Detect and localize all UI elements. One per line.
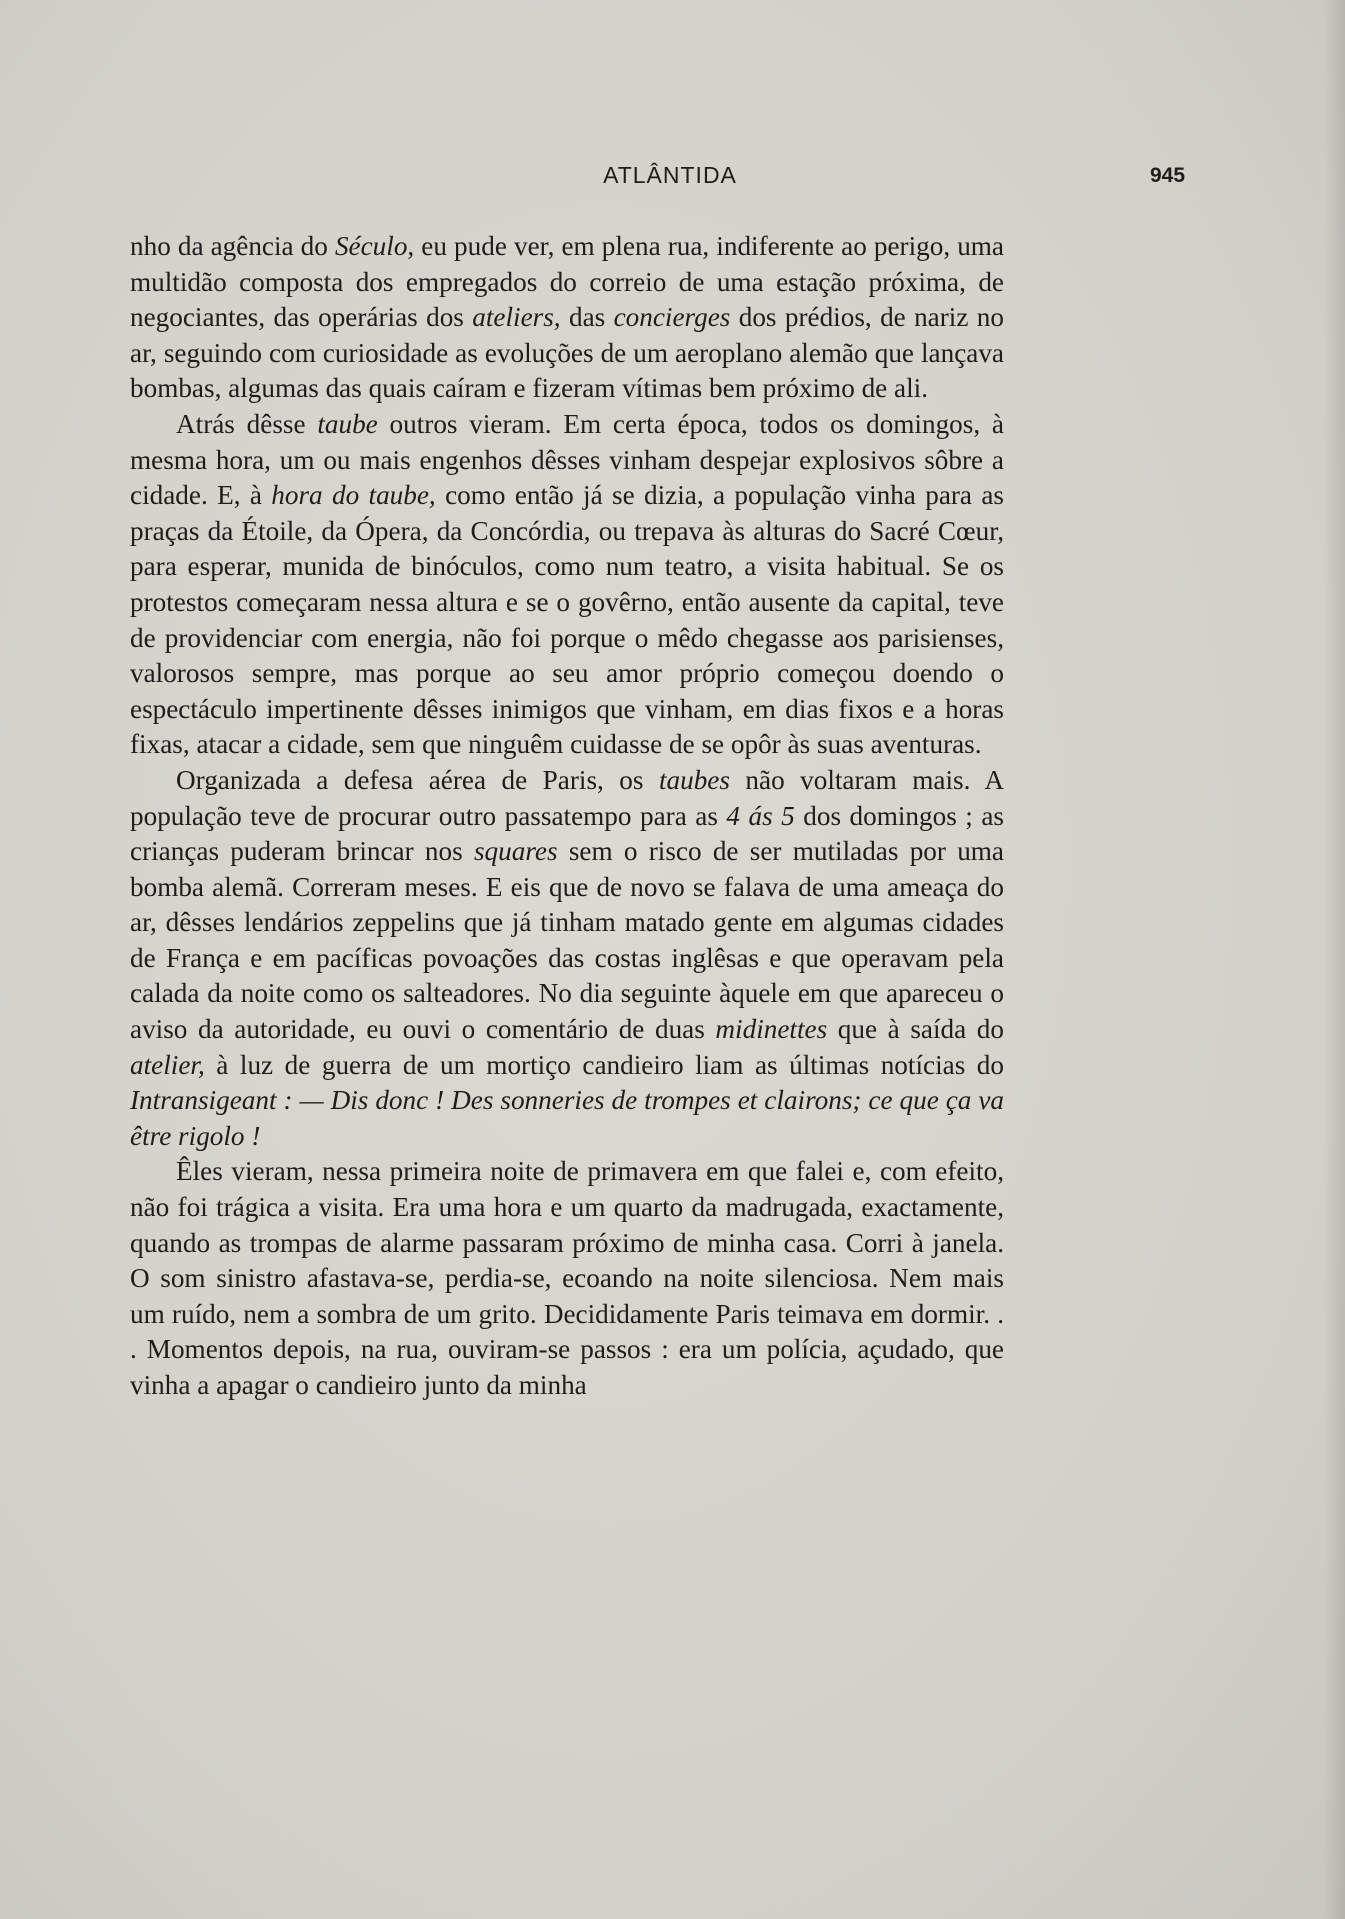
journal-title: ATLÂNTIDA [603,162,737,188]
text-run: dos domingos ; as crianças puderam brincar nos [130,800,1004,867]
italic-text-run: 4 ás 5 [726,800,795,831]
text-run: que à saída do [827,1014,1004,1045]
text-run: não voltaram mais. A população teve de procurar outro passatempo para as [130,764,1004,831]
text-run: como então já se dizia, a população vinha para as praças da Étoile, da Ópera, da Concórdia, ou trepava às alturas do Sacré Cœur, para esperar, munida de binóculos, como num teatro, a visita habitual. Se os protestos começaram nessa altura e se o govêrno, então ausente da capital, teve de providenciar com energia, não foi porque o mêdo chegasse aos parisienses, valorosos sempre, mas porque ao seu amor próprio começou doendo o espectáculo impertinente dêsses inimigos que vinham, em dias fixos e a horas fixas, atacar a cidade, sem que ninguêm cuidasse de se opôr às suas aventuras. [130,480,1004,760]
text-run: sem o risco de ser mutiladas por uma bomba alemã. Correram meses. E eis que de novo se falava de uma ameaça do ar, dêsses lendários zeppelins que já tinham matado gente em algumas cidades de França e em pacíficas povoações das costas inglêsas e que operavam pela calada da noite como os salteadores. No dia seguinte àquele em que apareceu o aviso da autoridade, eu ouvi o comentário de duas [130,836,1005,1045]
italic-text-run: Intransigeant : — Dis donc ! Des sonneries de trompes et clairons; ce que ça va être rigolo ! [130,1085,1004,1151]
paragraph [130,1154,1004,1403]
text-run: à luz de guerra de um mortiço candieiro liam as últimas notícias do [204,1049,1004,1080]
italic-text-run: hora do taube, [271,480,436,511]
italic-text-run: atelier, [130,1049,205,1080]
paragraph [130,763,1004,1155]
text-run: das [560,302,614,333]
italic-text-run: ateliers, [472,302,561,333]
italic-text-run: squares [473,836,558,867]
text-run: Êles vieram, nessa primeira noite de primavera em que falei e, com efeito, não foi trágica a visita. Era uma hora e um quarto da madrugada, exactamente, quando as trompas de alarme passaram próximo de minha casa. Corri à janela. O som sinistro afastava-se, perdia-se, ecoando na noite silenciosa. Nem mais um ruído, nem a sombra de um grito. Decididamente Paris teimava em dormir. . . Momentos depois, na rua, ouviram-se passos : era um polícia, açudado, que vinha a apagar o candieiro junto da minha [130,1156,1004,1400]
italic-text-run: concierges [613,302,731,333]
italic-text-run: midinettes [715,1014,828,1045]
text-run: dos prédios, de nariz no ar, seguindo com curiosidade as evoluções de um aeroplano alemão que lançava bombas, algumas das quais caíram e fizeram vítimas bem próximo de ali. [130,302,1004,404]
page-number: 945 [1150,164,1186,187]
page-edge-shadow [1323,0,1345,1919]
body-text [130,229,1004,1404]
text-run: nho da agência do [130,231,335,261]
text-run: eu pude ver, em plena rua, indiferente ao perigo, uma multidão composta dos empregados do correio de uma estação próxima, de negociantes, das operárias dos [130,231,1004,333]
paragraph [130,407,1004,763]
italic-text-run: taube [317,408,378,439]
text-run: Atrás dêsse [176,408,318,439]
paragraph [130,229,1004,407]
text-run: outros vieram. Em certa época, todos os domingos, à mesma hora, um ou mais engenhos dêsses vinham despejar explosivos sôbre a cidade. E, à [130,408,1004,511]
italic-text-run: taubes [658,764,730,795]
italic-text-run: Século, [334,231,415,261]
text-run: Organizada a defesa aérea de Paris, os [176,764,659,795]
running-head [0,162,1345,192]
